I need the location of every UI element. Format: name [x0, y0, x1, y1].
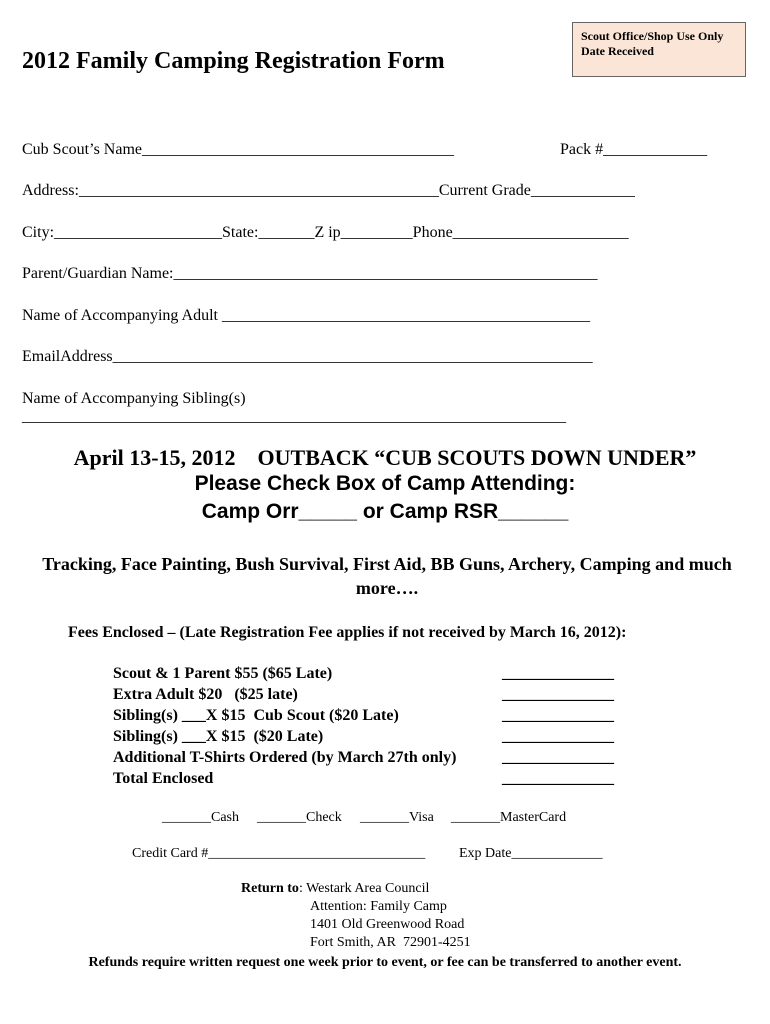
- fee-amount-field[interactable]: ______________: [502, 686, 614, 703]
- office-use-box: [572, 22, 746, 77]
- accompanying-adult-field[interactable]: Name of Accompanying Adult ______________________________________________: [22, 307, 590, 324]
- fee-item-label: Total Enclosed: [113, 770, 214, 787]
- camp-check-heading: Please Check Box of Camp Attending:: [194, 472, 576, 495]
- visa-option[interactable]: _______Visa: [360, 810, 434, 825]
- event-dates-theme: April 13-15, 2012 OUTBACK “CUB SCOUTS DOWN UNDER”: [73, 445, 697, 470]
- fee-amount-field[interactable]: ______________: [502, 728, 614, 745]
- form-title: 2012 Family Camping Registration Form: [22, 48, 445, 74]
- fee-amount-field[interactable]: ______________: [502, 665, 614, 682]
- email-address-field[interactable]: EmailAddress____________________________________________________________: [22, 348, 593, 365]
- activities-description: Tracking, Face Painting, Bush Survival, First Aid, BB Guns, Archery, Camping and much more….: [42, 554, 732, 598]
- cash-option[interactable]: _______Cash: [162, 810, 239, 825]
- fee-item-label: Sibling(s) ___X $15 ($20 Late): [113, 728, 324, 745]
- credit-card-field[interactable]: Credit Card #_______________________________: [132, 846, 426, 861]
- camp-choice-field[interactable]: Camp Orr_____ or Camp RSR______: [201, 500, 569, 523]
- scout-name-field[interactable]: Cub Scout’s Name_______________________________________: [22, 141, 454, 158]
- return-to-label: Return to: Westark Area Council: [241, 881, 430, 896]
- fee-amount-field[interactable]: ______________: [502, 749, 614, 766]
- exp-date-field[interactable]: Exp Date_____________: [459, 846, 603, 861]
- address-grade-field[interactable]: Address:_____________________________________________Current Grade_____________: [22, 182, 635, 199]
- return-address-line: Fort Smith, AR 72901-4251: [310, 935, 471, 950]
- sibling-field[interactable]: ____________________________________________________________________: [22, 408, 566, 425]
- mastercard-option[interactable]: _______MasterCard: [451, 810, 567, 825]
- refund-policy: Refunds require written request one week prior to event, or fee can be transferred to another event.: [88, 955, 682, 970]
- fee-amount-field[interactable]: ______________: [502, 707, 614, 724]
- fee-total-field[interactable]: ______________: [502, 770, 614, 787]
- pack-number-field[interactable]: Pack #_____________: [560, 141, 708, 158]
- fees-header: Fees Enclosed – (Late Registration Fee applies if not received by March 16, 2012):: [68, 624, 627, 641]
- return-address-line: Attention: Family Camp: [310, 899, 447, 914]
- office-use-label: Scout Office/Shop Use Only: [581, 29, 724, 43]
- fee-item-label: Extra Adult $20 ($25 late): [113, 686, 298, 703]
- check-option[interactable]: _______Check: [257, 810, 342, 825]
- fee-item-label: Additional T-Shirts Ordered (by March 27th only): [113, 749, 457, 766]
- fee-item-label: Sibling(s) ___X $15 Cub Scout ($20 Late): [113, 707, 399, 724]
- fee-item-label: Scout & 1 Parent $55 ($65 Late): [113, 665, 333, 682]
- city-state-zip-phone-field[interactable]: City:_____________________State:_______Z ip_________Phone______________________: [22, 224, 629, 241]
- return-address-line: Westark Area Council: [306, 881, 430, 896]
- return-address-line: 1401 Old Greenwood Road: [310, 917, 465, 932]
- parent-guardian-field[interactable]: Parent/Guardian Name:_____________________________________________________: [22, 265, 598, 282]
- date-received-label: Date Received: [581, 44, 654, 58]
- sibling-label: Name of Accompanying Sibling(s): [22, 390, 246, 407]
